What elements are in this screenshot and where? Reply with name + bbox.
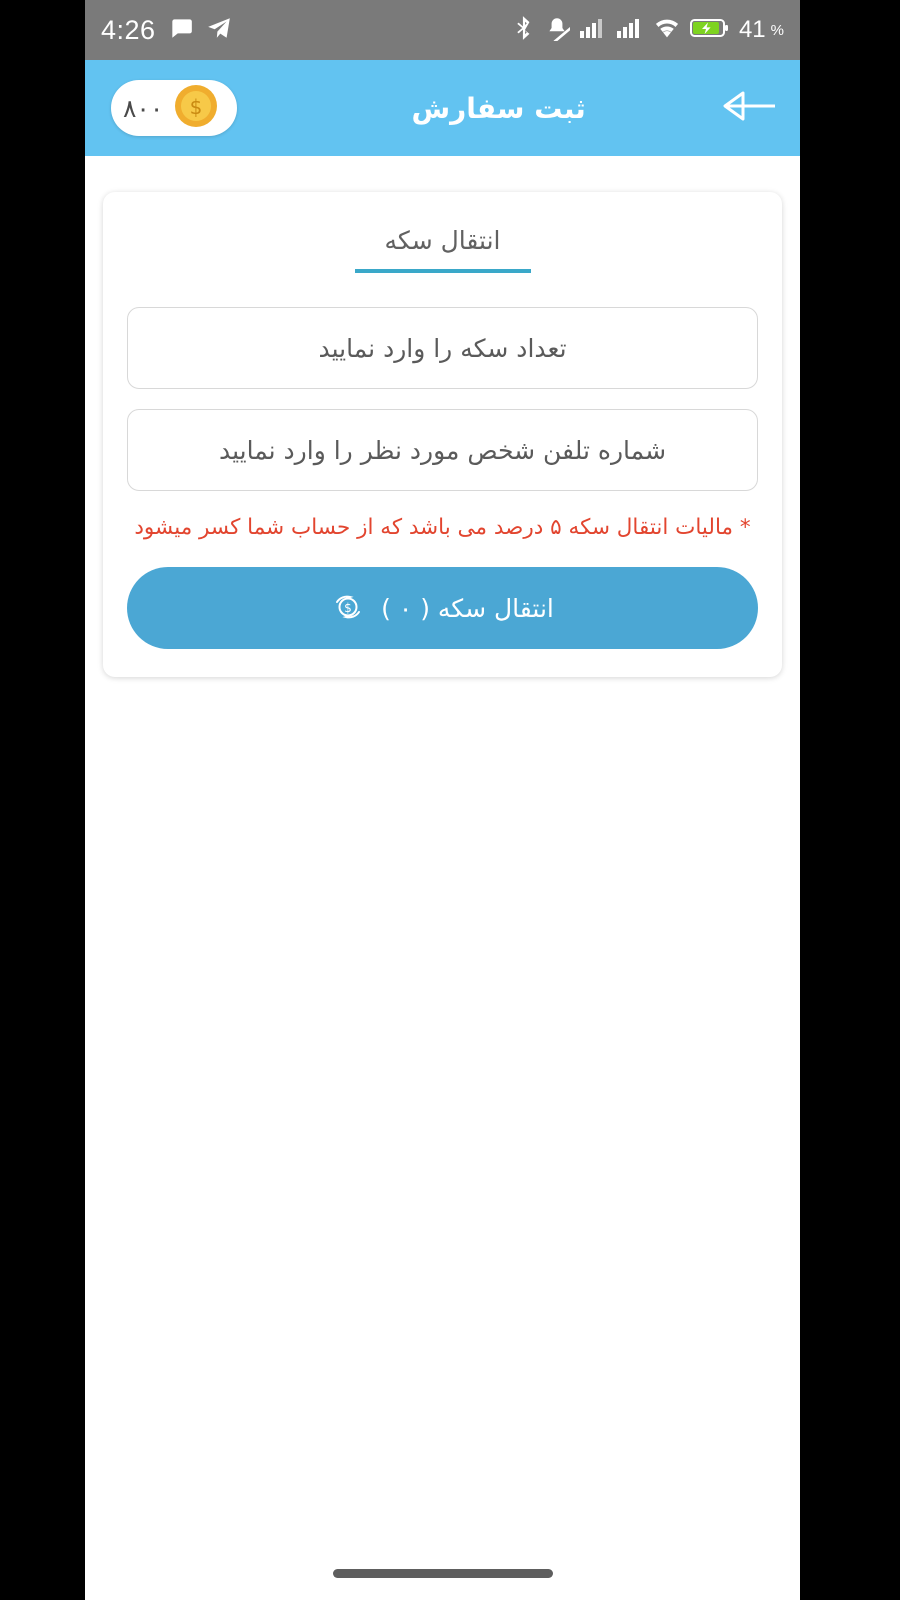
phone-number-input[interactable] bbox=[127, 409, 758, 491]
phone-number-placeholder: شماره تلفن شخص مورد نظر را وارد نمایید bbox=[218, 435, 667, 465]
status-bar-left bbox=[101, 15, 232, 46]
page-body bbox=[85, 156, 800, 677]
phone-screen bbox=[85, 0, 800, 1600]
bluetooth-icon bbox=[513, 15, 535, 45]
wifi-icon bbox=[653, 16, 681, 44]
battery-charging-icon bbox=[690, 16, 730, 44]
mute-vibrate-icon bbox=[544, 15, 570, 45]
coin-balance-value: ۸۰۰ bbox=[123, 93, 164, 123]
coin-amount-placeholder: تعداد سکه را وارد نمایید bbox=[318, 333, 567, 363]
battery-percent-symbol: % bbox=[770, 21, 784, 39]
status-bar-right bbox=[513, 15, 784, 45]
telegram-icon bbox=[206, 15, 232, 45]
coin-amount-input[interactable] bbox=[127, 307, 758, 389]
coin-transfer-icon bbox=[331, 590, 365, 627]
signal-sim2-icon bbox=[616, 16, 644, 44]
coin-balance-chip[interactable] bbox=[111, 80, 237, 136]
chat-bubble-icon bbox=[168, 15, 194, 45]
svg-text:$: $ bbox=[189, 95, 203, 119]
navigation-home-indicator[interactable] bbox=[333, 1569, 553, 1578]
signal-sim1-icon bbox=[579, 16, 607, 44]
tax-note: * مالیات انتقال سکه ۵ درصد می باشد که از حساب شما کسر میشود bbox=[134, 515, 751, 540]
battery-percent-value: 41 bbox=[738, 16, 766, 43]
status-bar bbox=[85, 0, 800, 60]
transfer-coin-button-label: انتقال سکه ( ۰ ) bbox=[381, 593, 554, 623]
transfer-coin-button[interactable] bbox=[127, 567, 758, 649]
app-bar bbox=[85, 60, 800, 156]
page-title: ثبت سفارش bbox=[411, 91, 586, 125]
gold-coin-icon bbox=[173, 83, 219, 133]
transfer-card bbox=[103, 192, 782, 677]
svg-text:$: $ bbox=[344, 600, 352, 615]
tab-row bbox=[127, 222, 758, 273]
tab-coin-transfer[interactable]: انتقال سکه bbox=[355, 222, 531, 273]
status-time: 4:26 bbox=[101, 14, 156, 45]
